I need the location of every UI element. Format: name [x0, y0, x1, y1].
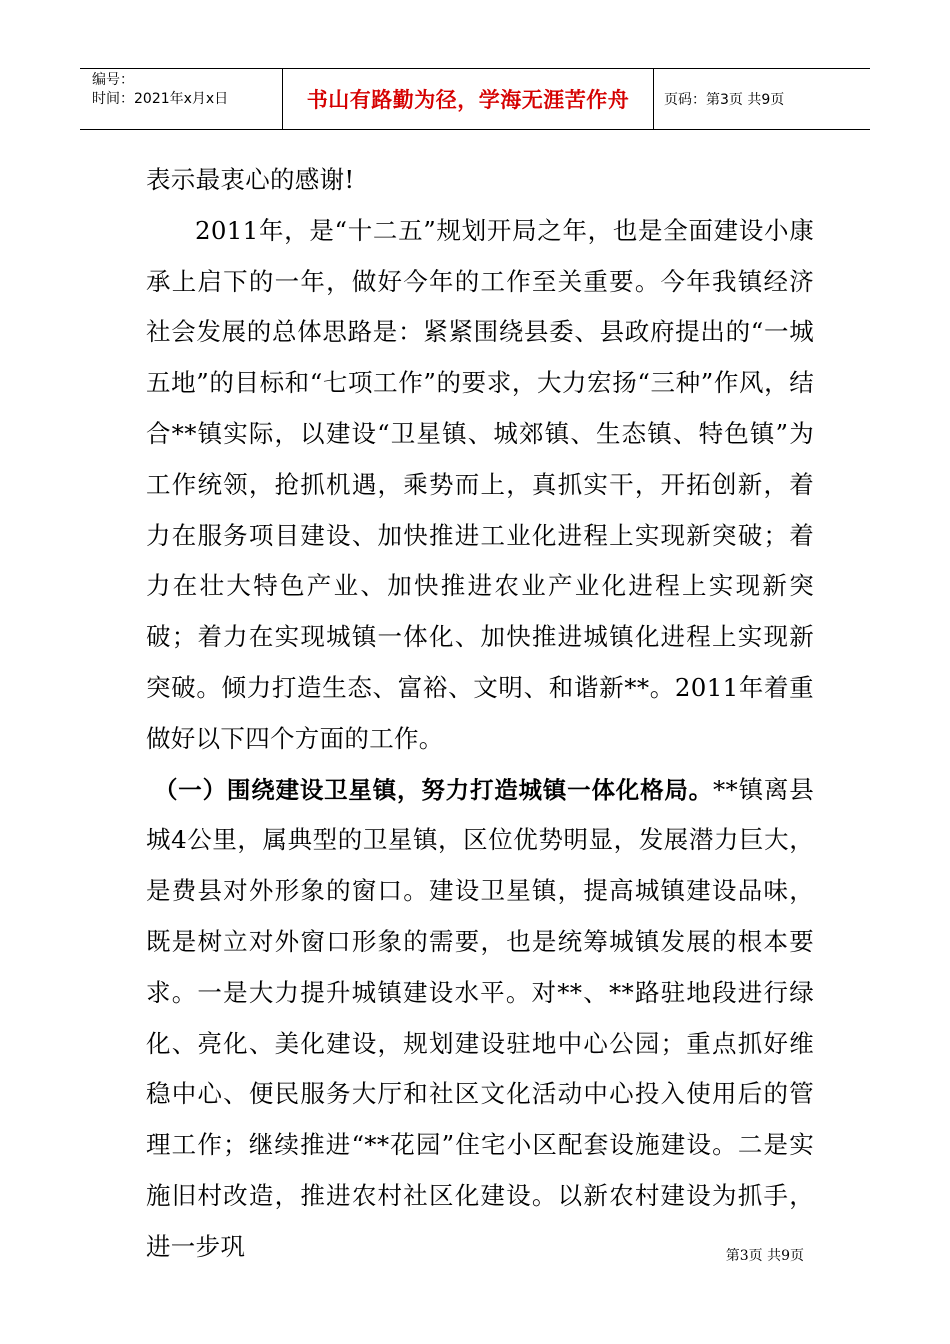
paragraph-1: 表示最衷心的感谢! — [146, 165, 355, 194]
paragraph-2: 2011年，是“十二五”规划开局之年，也是全面建设小康承上启下的一年，做好今年的工作至关重要。今年我镇经济社会发展的总体思路是：紧紧围绕县委、县政府提出的“一城五地”的目标和“七项工作”的要求，大力宏扬“三种”作风，结合**镇实际，以建设“卫星镇、城郊镇、生态镇、特色镇”为工作统领，抢抓机遇，乘势而上，真抓实干，开拓创新，着力在服务项目建设、加快推进工业化进程上实现新突破；着力在壮大特色产业、加快推进农业产业化进程上实现新突破；着力在实现城镇一体化、加快推进城镇化进程上实现新突破。倾力打造生态、富裕、文明、和谐新**。2011年着重做好以下四个方面的工作。 — [146, 215, 814, 753]
doc-time-label: 时间：2021年x月x日 — [92, 91, 229, 107]
header-page-label: 页码：第3页 共9页 — [664, 92, 785, 108]
doc-number-label: 编号： — [92, 72, 134, 88]
paragraph-3 — [146, 765, 814, 1273]
page-footer: 第3页 共9页 — [725, 1248, 804, 1264]
page-header — [80, 68, 870, 130]
header-meta — [80, 69, 282, 129]
document-body — [146, 155, 814, 1273]
section-text: **镇离县城4公里，属典型的卫星镇，区位优势明显，发展潜力巨大，是费县对外形象的窗口。建设卫星镇，提高城镇建设品味，既是树立对外窗口形象的需要，也是统筹城镇发展的根本要求。一是大力提升城镇建设水平。对**、**路驻地段进行绿化、亮化、美化建设，规划建设驻地中心公园；重点抓好维稳中心、便民服务大厅和社区文化活动中心投入使用后的管理工作；继续推进“**花园”住宅小区配套设施建设。二是实施旧村改造，推进农村社区化建设。以新农村建设为抓手，进一步巩 — [146, 774, 814, 1261]
section-heading: （一）围绕建设卫星镇，努力打造城镇一体化格局。 — [154, 775, 713, 804]
header-motto: 书山有路勤为径，学海无涯苦作舟 — [282, 69, 654, 129]
